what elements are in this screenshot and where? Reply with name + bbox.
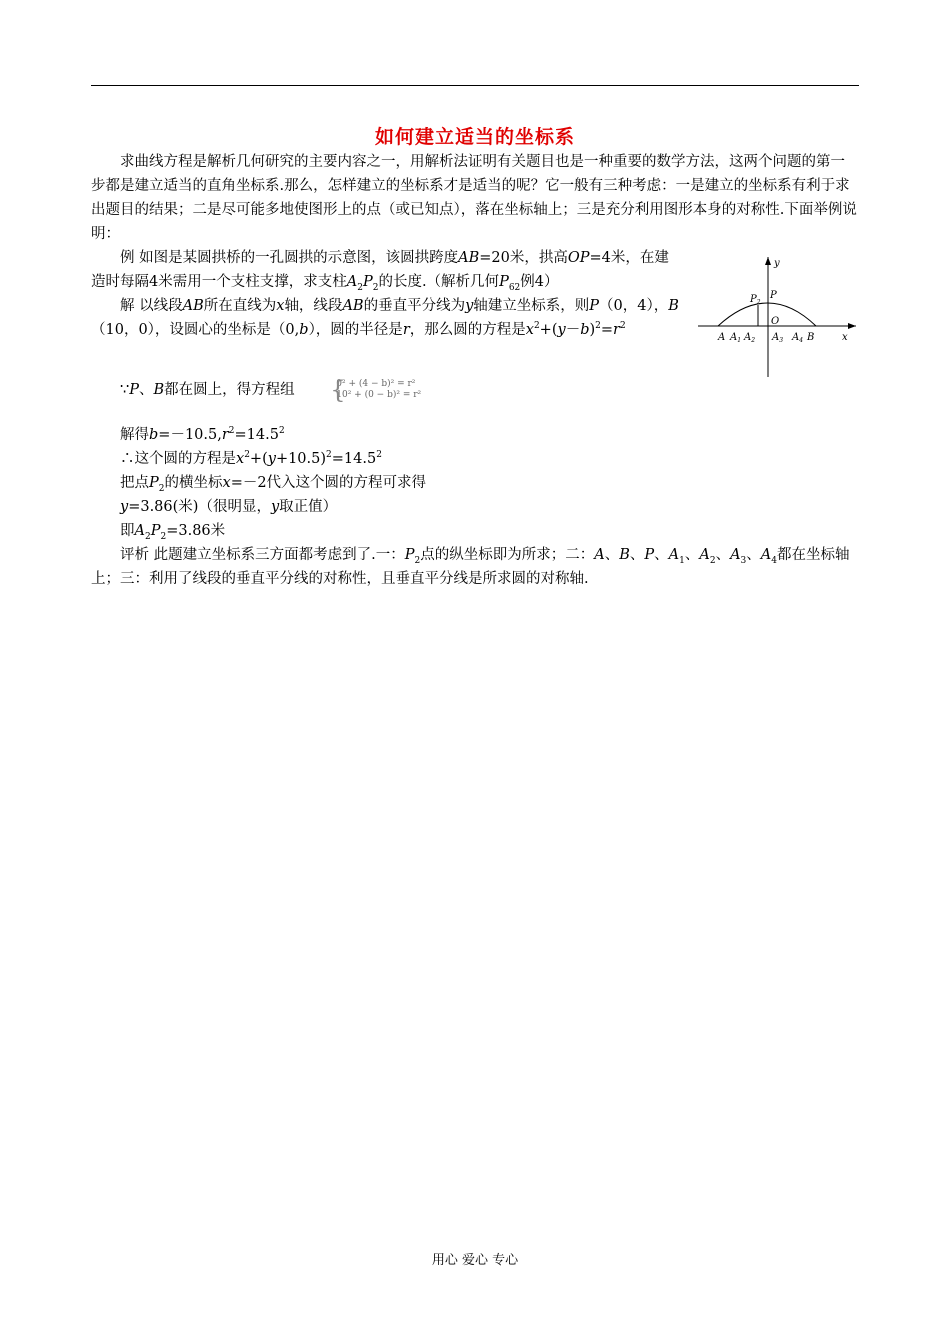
equation-2: 10² + (0 − b)² = r²	[336, 390, 422, 400]
a2-label: $A_2$	[744, 332, 756, 344]
a-label: A	[718, 332, 726, 343]
solved-values: 解得$b=-10.5,r^2=14.5^2$	[120, 426, 285, 443]
equation-1: 0² + (4 − b)² = r²	[336, 379, 416, 389]
y-axis-label: y	[774, 258, 780, 269]
x-axis-label: x	[842, 332, 848, 343]
p2-label: $P_2$	[750, 294, 761, 306]
a4-label: $A_4$	[792, 332, 804, 344]
intro-text: 求曲线方程是解析几何研究的主要内容之一，用解析法证明有关题目也是一种重要的数学方法，这两个问题的第一步都是建立适当的直角坐标系.那么，怎样建立的坐标系才是适当的呢？它一般有三种考虑：一是建立的坐标系有利于求出题目的结果；二是尽可能多地使图形上的点（或已知点），落在坐标轴上；三是充分利用图形本身的对称性.下面举例说明：	[91, 154, 857, 242]
answer-line: 即$A_2P_2=3.86$米	[120, 523, 226, 542]
circle-equation: ∴这个圆的方程是$x^2+(y+10.5)^2=14.5^2$	[120, 450, 382, 467]
a3-label: $A_3$	[772, 332, 784, 344]
origin-label: O	[771, 316, 780, 327]
p-label: P	[770, 290, 777, 301]
b-label: B	[807, 332, 815, 343]
arch-bridge-figure	[694, 253, 860, 381]
y-axis-arrow	[765, 257, 771, 265]
solution-paragraph: 解 以线段AB所在直线为x轴，线段AB的垂直平分线为y轴建立坐标系，则P（0，4），B（10，0），设圆心的坐标是（0,b），圆的半径是r，那么圆的方程是$x^2+(y-b)^2=r^2$	[91, 298, 679, 338]
x-axis-arrow	[848, 323, 856, 329]
substitute-line: 把点$P_2$的横坐标x=－2代入这个圆的方程可求得	[120, 475, 427, 494]
y-value-line: y=3.86(米)（很明显，y取正值）	[120, 499, 338, 515]
example-paragraph: 例 如图是某圆拱桥的一孔圆拱的示意图，该圆拱跨度AB=20米，拱高OP=4米，在建造时每隔4米需用一个支柱支撑，求支柱$A_2P_2$的长度.（解析几何$P_{62}$例4） 解 以线段AB所在直线为x轴，线段AB的垂直平分线为y轴建立坐标系，则P（0，4），B（10，0），设圆心的坐标是（0,b），圆的半径是r，那么圆的方程是$x^2+(y-b)^2=r^2$	[91, 246, 679, 342]
page-title: 如何建立适当的坐标系	[374, 126, 575, 148]
equation-system	[301, 376, 422, 404]
a1-label: $A_1$	[730, 332, 742, 344]
arch-curve	[718, 303, 816, 326]
solution-steps	[91, 423, 859, 591]
brace-icon: {	[330, 376, 346, 404]
page-footer: 用心 爱心 专心	[431, 1253, 519, 1268]
comment-paragraph: 评析 此题建立坐标系三方面都考虑到了.一：$P_2$点的纵坐标即为所求；二：A、B、P、$A_1$、$A_2$、$A_3$、$A_4$都在坐标轴上；三：利用了线段的垂直平分线的对称性，且垂直平分线是所求圆的对称轴.	[91, 547, 850, 587]
header-rule	[91, 85, 859, 86]
system-line: ∵P、B都在圆上，得方程组 { 0² + (4 − b)² = r² 10² + (0 − b)² = r²	[120, 376, 422, 404]
intro-paragraph	[91, 150, 859, 246]
